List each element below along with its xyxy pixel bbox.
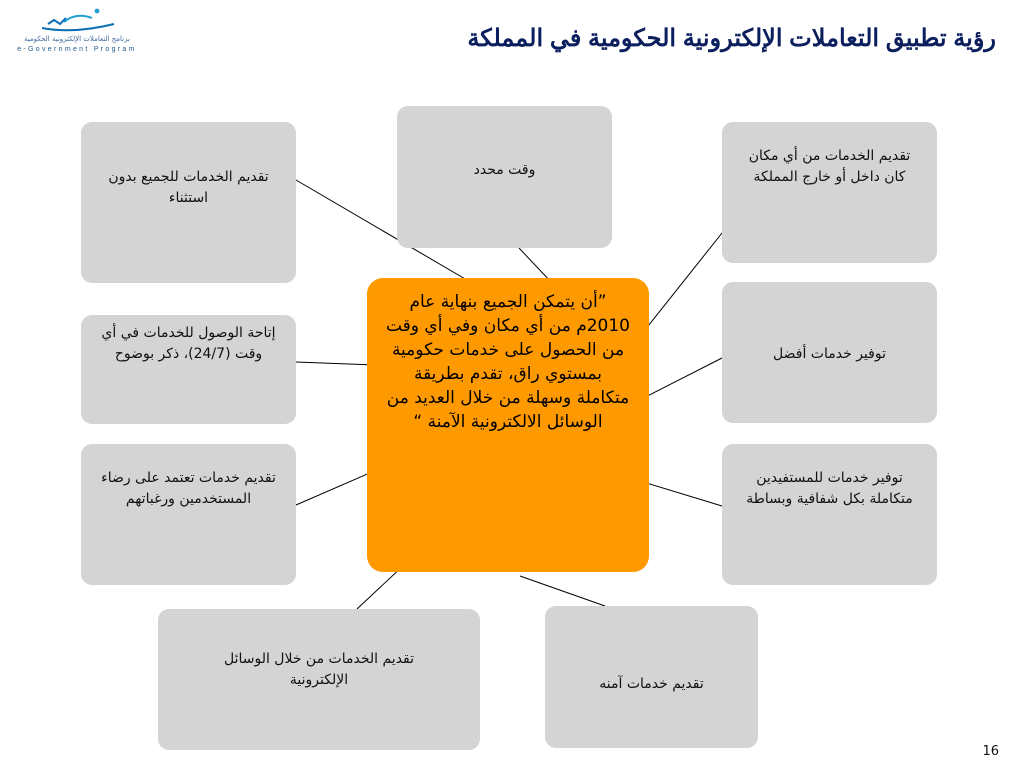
box-integrated-services-text: توفير خدمات للمستفيدين متكاملة بكل شفافية وبساطة [746,470,913,507]
logo-arabic-text: برنامج التعاملات الإلكترونية الحكومية [24,35,130,43]
box-defined-time-text: وقت محدد [473,162,536,178]
page-number: 16 [982,744,999,759]
slide-title: رؤية تطبيق التعاملات الإلكترونية الحكومية في المملكة [467,25,996,52]
box-electronic-channels [158,609,480,750]
vision-statement-box [367,278,649,572]
box-user-satisfaction-text: تقديم خدمات تعتمد على رضاء المستخدمين ورغباتهم [101,470,276,507]
vision-statement-text: ”أن يتمكن الجميع بنهاية عام 2010م من أي مكان وفي أي وقت من الحصول على خدمات حكومية بمستوي راق، تقدم بطريقة متكاملة وسهلة من خلال العديد من الوسائل الالكترونية الآمنة “ [385,292,630,432]
box-better-services-text: توفير خدمات أفضل [773,346,886,362]
box-services-anywhere [722,122,937,263]
box-defined-time [397,106,612,248]
box-access-anytime [81,315,296,424]
box-secure-services [545,606,758,748]
box-secure-services-text: تقديم خدمات آمنه [599,676,704,692]
box-user-satisfaction [81,444,296,585]
box-integrated-services [722,444,937,585]
box-electronic-channels-text: تقديم الخدمات من خلال الوسائل الإلكترونية [223,651,415,688]
box-better-services [722,282,937,423]
box-services-for-all-text: تقديم الخدمات للجميع بدون استثناء [108,169,269,206]
connector-bottom-right [520,576,605,606]
box-access-anytime-text: إتاحة الوصول للخدمات في أي وقت (24/7)، ذكر بوضوح [101,325,276,362]
box-services-anywhere-text: تقديم الخدمات من أي مكان كان داخل أو خارج المملكة [748,148,911,185]
logo-english-text: e-Government Program [17,46,137,53]
box-services-for-all [81,122,296,283]
